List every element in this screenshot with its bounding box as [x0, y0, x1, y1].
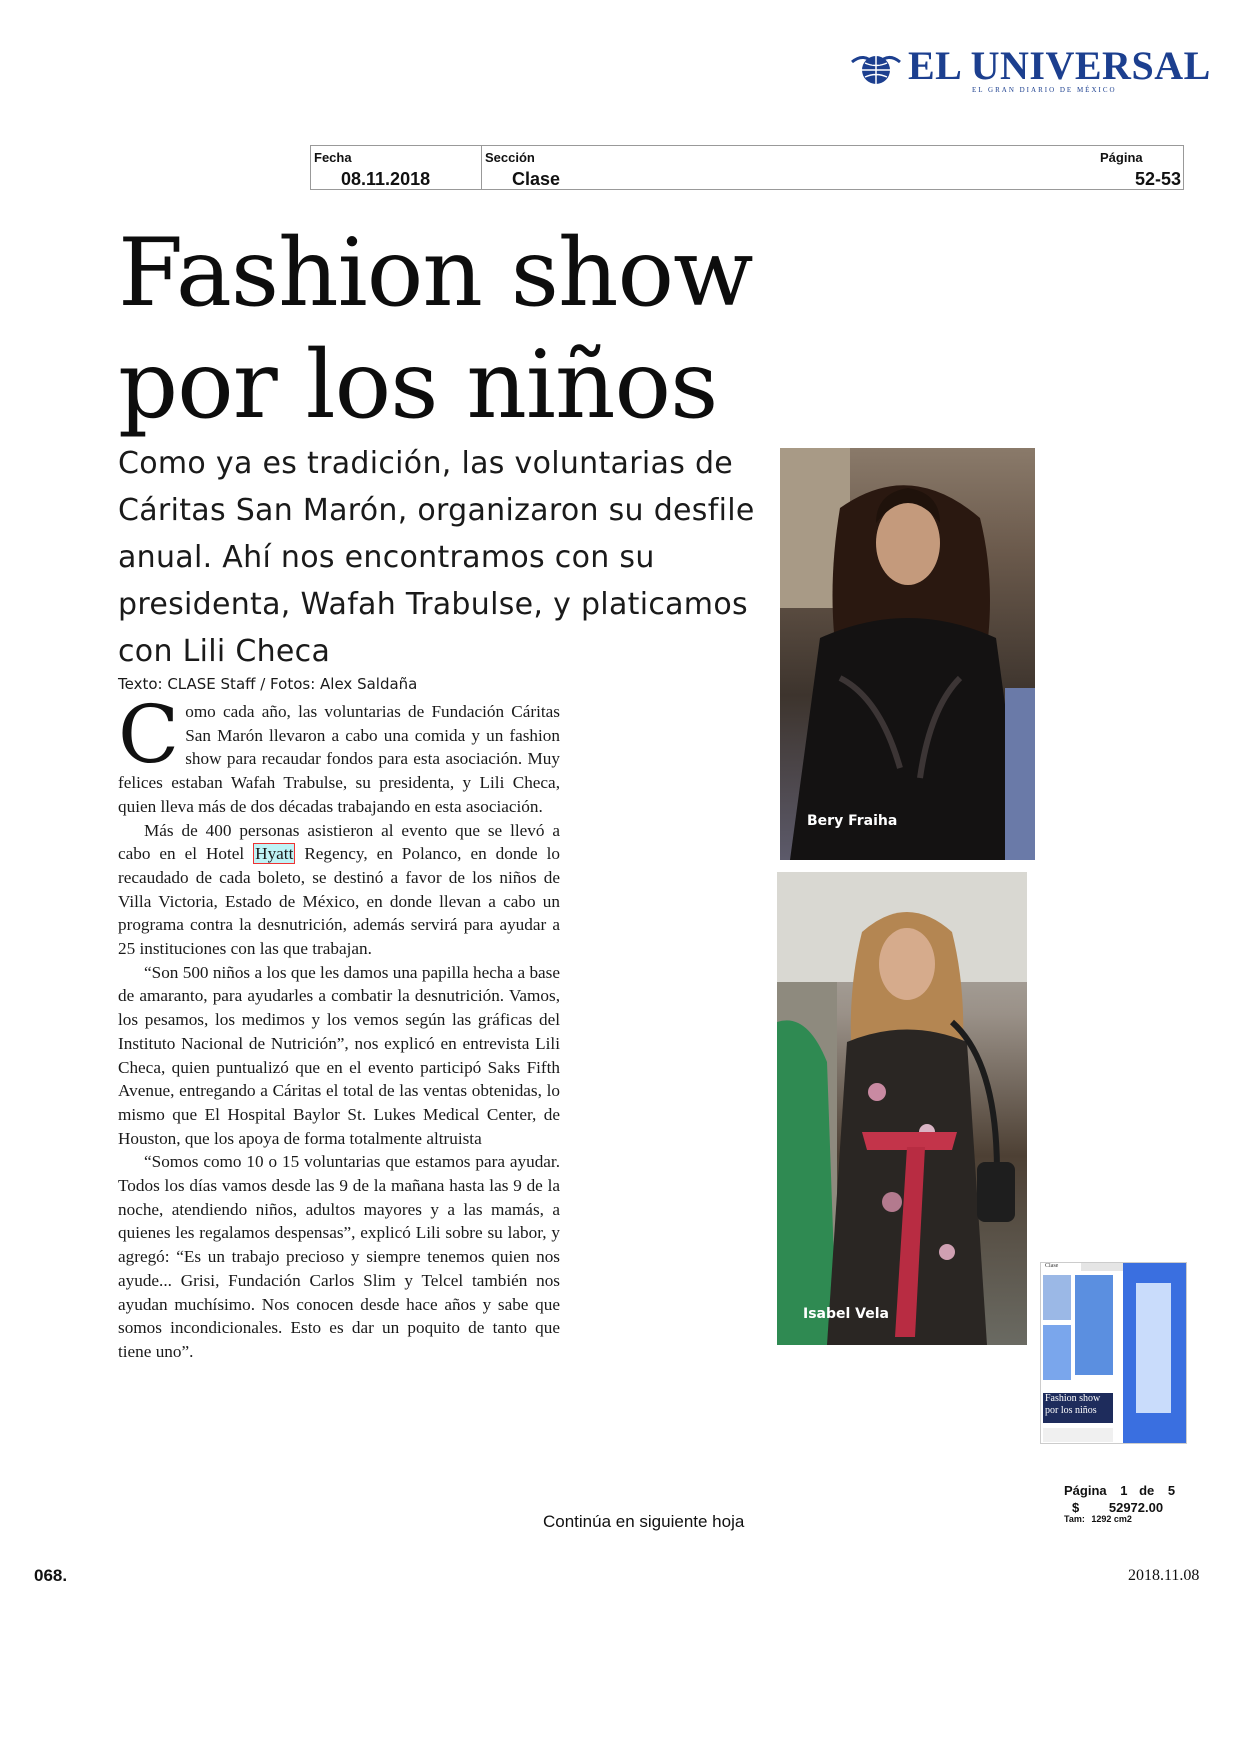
price-amount: 52972.00: [1108, 1500, 1164, 1515]
paragraph-1-text: omo cada año, las voluntarias de Fundación Cáritas San Marón llevaron a cabo una comida y un fashion show para recaudar fondos para esta asociación. Muy felices estaban Wafah Trabulse, su presidenta, y Lili Checa, quien lleva más de dos décadas trabajando en esta asociación.: [118, 702, 560, 816]
photo-1-caption: Bery Fraiha: [807, 813, 898, 829]
size-row: [1064, 1514, 1175, 1524]
masthead-tagline: EL GRAN DIARIO DE MÉXICO: [972, 86, 1117, 94]
article-credits: Texto: CLASE Staff / Fotos: Alex Saldaña: [118, 675, 418, 693]
photo-bery-fraiha: [780, 448, 1035, 860]
clipping-header-box: [310, 145, 1184, 190]
dropcap: C: [118, 688, 180, 781]
masthead: [850, 42, 1220, 98]
seccion-label: Sección: [485, 150, 535, 165]
headline-line-2: por los niños: [118, 331, 718, 440]
eagle-globe-icon: [850, 48, 902, 88]
continued-notice: Continúa en siguiente hoja: [543, 1512, 745, 1531]
paragraph-2-before: Más de 400 personas asistieron al evento que se llevó a cabo en el Hotel: [118, 820, 560, 864]
masthead-name: EL UNIVERSAL: [908, 43, 1211, 88]
pagina-label: Página: [1100, 150, 1143, 165]
article-body: [118, 688, 560, 1364]
price-row: [1064, 1500, 1175, 1515]
thumbnail-section: Clase: [1045, 1263, 1059, 1269]
headline: [118, 218, 798, 442]
seccion-cell: [482, 146, 1082, 189]
seccion-value: Clase: [512, 169, 561, 189]
page-count-of: de: [1139, 1483, 1155, 1498]
paragraph-1: [118, 688, 560, 819]
fecha-label: Fecha: [314, 150, 352, 165]
headline-line-1: Fashion show: [118, 219, 753, 328]
paragraph-3: “Son 500 niños a los que les damos una papilla hecha a base de amaranto, para ayudarles a combatir la desnutrición. Vamos, los pesamos, los medimos y los vemos según las gráficas del Instituto Nacional de Nutrición”, nos explicó en entrevista Lili Checa, quien puntualizó que en el evento participó Saks Fifth Avenue, entregando a Cáritas el total de las ventas obtenidas, lo mismo que El Hospital Baylor St. Lukes Medical Center, de Houston, que los apoya de forma totalmente altruista: [118, 962, 560, 1148]
size-label: Tam:: [1064, 1514, 1085, 1524]
pagina-value: 52-53: [1134, 169, 1181, 189]
size-value: 1292 cm2: [1091, 1514, 1132, 1524]
paragraph-2-after: Regency, en Polanco, en donde lo recaudado de cada boleto, se destinó a favor de los niños de Villa Victoria, Estado de México, en donde llevan a cabo un programa contra la desnutrición, además servirá para ayudar a 25 instituciones con las que trabajan.: [118, 844, 560, 959]
clipping-code: 068.: [34, 1566, 68, 1585]
clipping-date: 2018.11.08: [1128, 1567, 1200, 1584]
page-count-total: 5: [1167, 1483, 1176, 1498]
pagina-cell: [1097, 146, 1183, 189]
highlighted-term[interactable]: Hyatt: [255, 844, 294, 864]
page-count-current: 1: [1120, 1483, 1128, 1498]
page-count-label: Página: [1064, 1483, 1107, 1498]
fecha-value: 08.11.2018: [341, 169, 431, 189]
portrait-woman-black-dress: [780, 448, 1035, 860]
page-thumbnail[interactable]: [1040, 1262, 1187, 1444]
page-info-box: [1064, 1483, 1175, 1524]
price-currency: $: [1072, 1500, 1080, 1515]
page-count-row: [1064, 1483, 1175, 1498]
portrait-woman-floral-dress: [777, 872, 1027, 1345]
photo-isabel-vela: [777, 872, 1027, 1345]
photo-2-caption: Isabel Vela: [803, 1306, 889, 1322]
article-deck: Como ya es tradición, las voluntarias de Cáritas San Marón, organizaron su desfile anual. Ahí nos encontramos con su presidenta, Wafah Trabulse, y platicamos con Lili Checa: [118, 446, 755, 669]
paragraph-4: “Somos como 10 o 15 voluntarias que estamos para ayudar. Todos los días vamos desde las 9 de la mañana hasta las 9 de la noche, atendiendo niños, adultos mayores y a las mamás, a quienes les regalamos despensas”, explicó Lili sobre su labor, y agregó: “Es un trabajo precioso y siempre tenemos quien nos ayude... Grisi, Fundación Carlos Slim y Telcel también nos ayudan muchísimo. Nos conocen desde hace años y sabe que somos incondicionales. Esto es dar un poquito de tanto que tiene uno”.: [118, 1152, 560, 1361]
fecha-cell: [311, 146, 481, 189]
paragraph-2: [118, 819, 560, 961]
thumbnail-title: Fashion show por los niños: [1045, 1393, 1101, 1416]
